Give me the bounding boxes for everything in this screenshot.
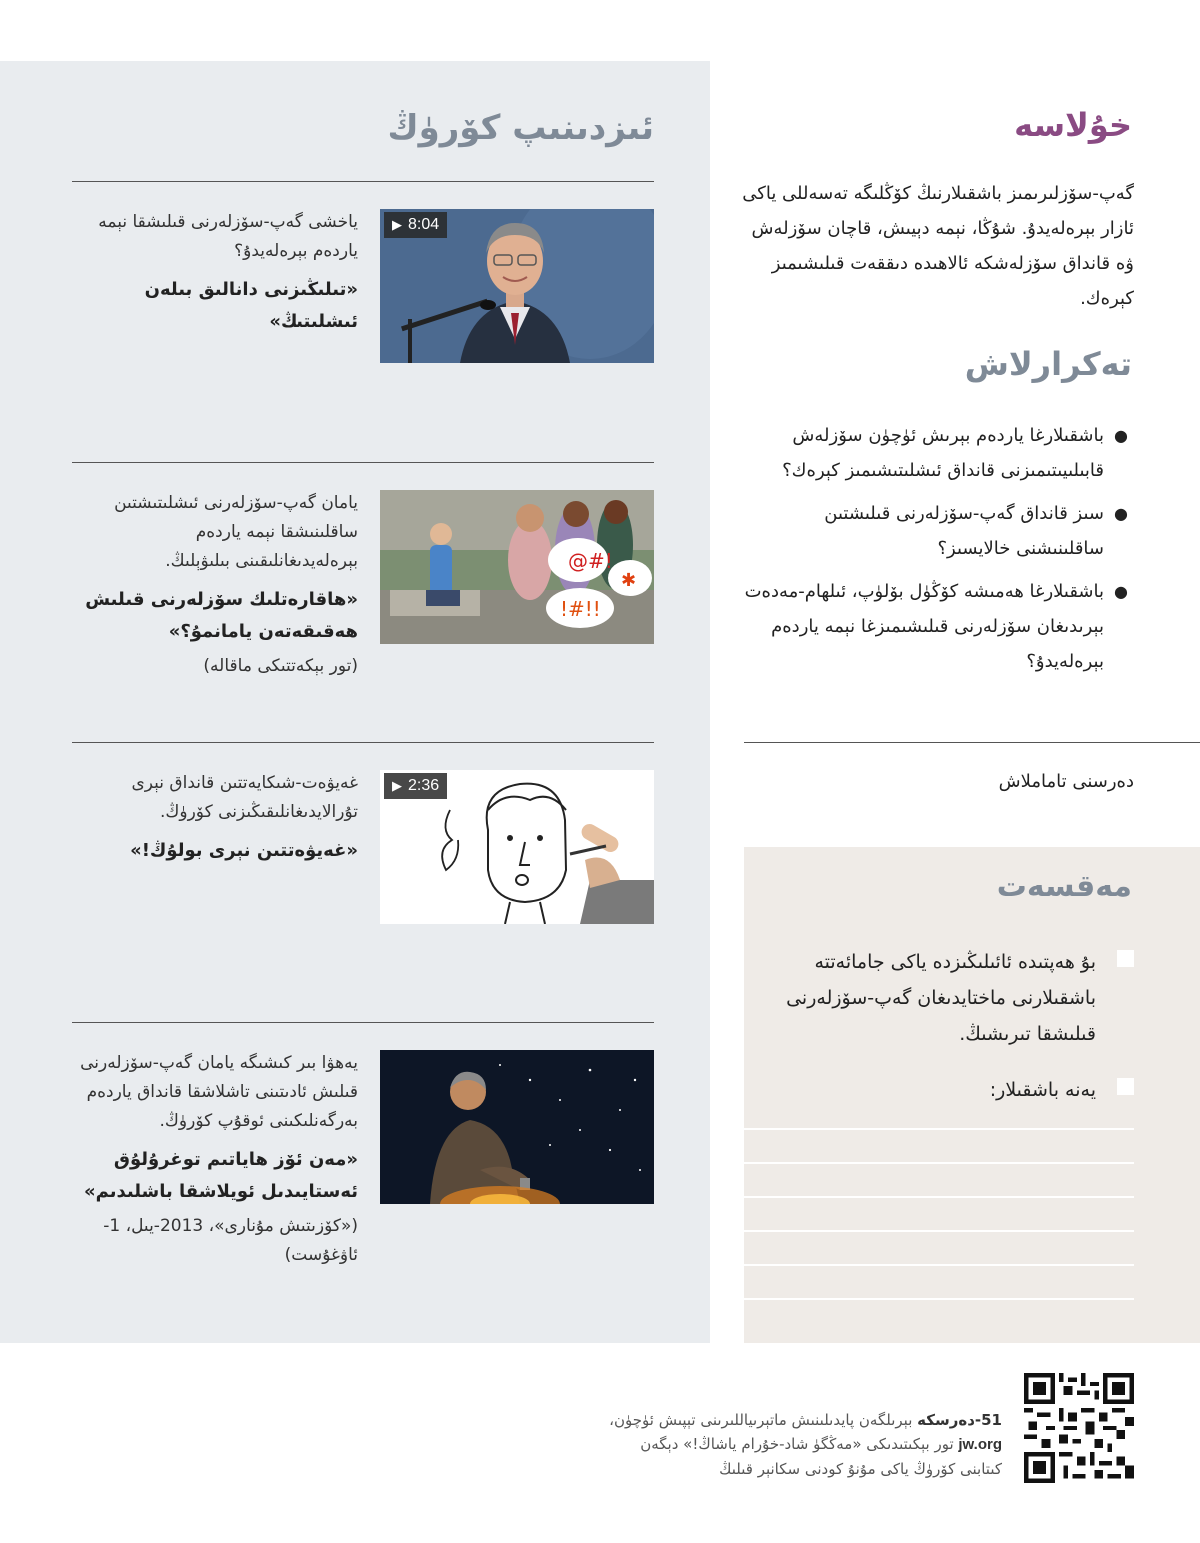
section-divider — [744, 742, 1200, 743]
video-thumbnail[interactable] — [380, 770, 654, 924]
footer-text — [442, 1408, 1002, 1481]
writing-line[interactable] — [744, 1196, 1134, 1198]
review-item — [744, 496, 1134, 566]
explore-item-video-3[interactable] — [72, 742, 654, 1023]
footer-site-link[interactable]: jw.org — [958, 1436, 1002, 1453]
explore-question: غەيۋەت-شىكايەتتىن قانداق نېرى تۇرالايدىغانلىقىڭىزنى كۆرۈڭ. — [131, 773, 358, 822]
svg-text:✱: ✱ — [621, 570, 637, 591]
explore-link-title[interactable]: «مەن ئۆز ھاياتىم توغرۇلۇق ئەستايىدىل ئويلاشقا باشلىدىم» — [83, 1149, 358, 1202]
play-icon: ▶ — [392, 217, 402, 232]
review-item-text: باشقىلارغا ياردەم بېرىش ئۈچۈن سۆزلەش قابىلىيىتىمىزنى قانداق ئىشلىتىشىمىز كېرەك؟ — [782, 425, 1104, 481]
footer-lesson-ref: 51-دەرسكە — [917, 1411, 1002, 1429]
checkbox[interactable] — [1117, 950, 1134, 967]
review-item — [744, 418, 1134, 488]
explore-source: («كۆزىتىش مۇنارى»، 2013-يىل، 1-ئاۋغۇست) — [103, 1216, 358, 1265]
footer-line-1: بېرىلگەن پايدىلىنىش ماتېرىياللىرىنى تېپىش ئۈچۈن، — [609, 1411, 918, 1429]
duration-label: 8:04 — [408, 216, 440, 233]
qr-code-icon[interactable] — [1024, 1373, 1134, 1483]
goal-item-text: بۇ ھەپتىدە ئائىلىڭىزدە ياكى جامائەتتە باشقىلارنى ماختايدىغان گەپ-سۆزلەرنى قىلىشقا تىرىشىڭ. — [786, 951, 1096, 1045]
duration-badge — [384, 212, 447, 238]
footer-line-2: تور بېكىتىدىكى «مەڭگۈ شاد-خۇرام ياشاڭ!» دېگەن — [640, 1435, 959, 1453]
summary-title: خۇلاسە — [1014, 106, 1132, 144]
article-thumbnail[interactable] — [380, 1050, 654, 1204]
explore-link-title[interactable]: «ھاقارەتلىك سۆزلەرنى قىلىش ھەقىقەتەن يامانمۇ؟» — [85, 589, 358, 642]
explore-question: يامان گەپ-سۆزلەرنى ئىشلىتىشتىن ساقلىنىشقا نېمە ياردەم بېرەلەيدىغانلىقىنى بىلىۋېلىڭ. — [114, 493, 358, 571]
duration-badge — [384, 773, 447, 799]
explore-text — [72, 208, 358, 338]
explore-text — [72, 1049, 358, 1270]
goal-item-1 — [744, 944, 1134, 1052]
writing-line[interactable] — [744, 1264, 1134, 1266]
explore-text — [72, 769, 358, 867]
explore-item-article-4[interactable] — [72, 1022, 654, 1339]
review-item-text: سىز قانداق گەپ-سۆزلەرنى قىلىشتىن ساقلىنىشنى خالايسىز؟ — [824, 503, 1104, 559]
explore-source: (تور بېكەتتىكى ماقالە) — [203, 656, 358, 676]
complete-lesson-label: دەرسنى تاماملاش — [998, 771, 1134, 792]
explore-question: يەھۋا بىر كىشىگە يامان گەپ-سۆزلەرنى قىلىش ئادىتىنى تاشلاشقا قانداق ياردەم بەرگەنلىكىنى ئوقۇپ كۆرۈڭ. — [80, 1053, 358, 1131]
summary-text: گەپ-سۆزلىرىمىز باشقىلارنىڭ كۆڭلىگە تەسەللى ياكى ئازار بېرەلەيدۇ. شۇڭا، نېمە دېيىش، قاچان سۆزلەش ۋە قانداق سۆزلەشكە ئالاھىدە دىققەت قىلىشىمىز كېرەك. — [742, 183, 1134, 309]
review-title: تەكرارلاش — [964, 345, 1132, 383]
svg-text:@#!: @#! — [568, 549, 613, 573]
goal-item-text: يەنە باشقىلار: — [989, 1079, 1096, 1101]
explore-item-video-1[interactable] — [72, 181, 654, 462]
teens-gossip-image — [380, 490, 654, 644]
goal-title: مەقسەت — [996, 869, 1132, 904]
writing-line[interactable] — [744, 1162, 1134, 1164]
svg-text:!#!!: !#!! — [560, 597, 601, 621]
explore-link-title[interactable]: «غەيۋەتتىن نېرى بولۇڭ!» — [130, 840, 358, 861]
explore-item-article-2[interactable] — [72, 462, 654, 743]
video-thumbnail[interactable] — [380, 209, 654, 363]
explore-title: ئىزدىنىپ كۆرۈڭ — [387, 108, 654, 148]
explore-link-title[interactable]: «تىلىڭىزنى دانالىق بىلەن ئىشلىتىڭ» — [144, 279, 358, 332]
review-item — [744, 574, 1134, 679]
review-list — [744, 418, 1134, 687]
explore-text — [72, 489, 358, 681]
writing-line[interactable] — [744, 1128, 1134, 1130]
bullet-icon: ● — [1114, 426, 1128, 445]
writing-line[interactable] — [744, 1298, 1134, 1300]
footer-line-3: كىتابنى كۆرۈڭ ياكى مۇنۇ كودنى سكانېر قىلىڭ — [719, 1460, 1002, 1478]
man-by-campfire-image — [380, 1050, 654, 1204]
explore-question: ياخشى گەپ-سۆزلەرنى قىلىشقا نېمە ياردەم بېرەلەيدۇ؟ — [98, 212, 358, 261]
bullet-icon: ● — [1114, 582, 1128, 601]
review-item-text: باشقىلارغا ھەمىشە كۆڭۈل بۆلۈپ، ئىلھام-مەدەت بېرىدىغان سۆزلەرنى قىلىشىمىزغا نېمە ياردەم بېرەلەيدۇ؟ — [744, 581, 1104, 672]
article-thumbnail[interactable] — [380, 490, 654, 644]
bullet-icon: ● — [1114, 504, 1128, 523]
goal-item-2 — [744, 1072, 1134, 1108]
duration-label: 2:36 — [408, 777, 440, 794]
checkbox[interactable] — [1117, 1078, 1134, 1095]
play-icon: ▶ — [392, 778, 402, 793]
writing-line[interactable] — [744, 1230, 1134, 1232]
